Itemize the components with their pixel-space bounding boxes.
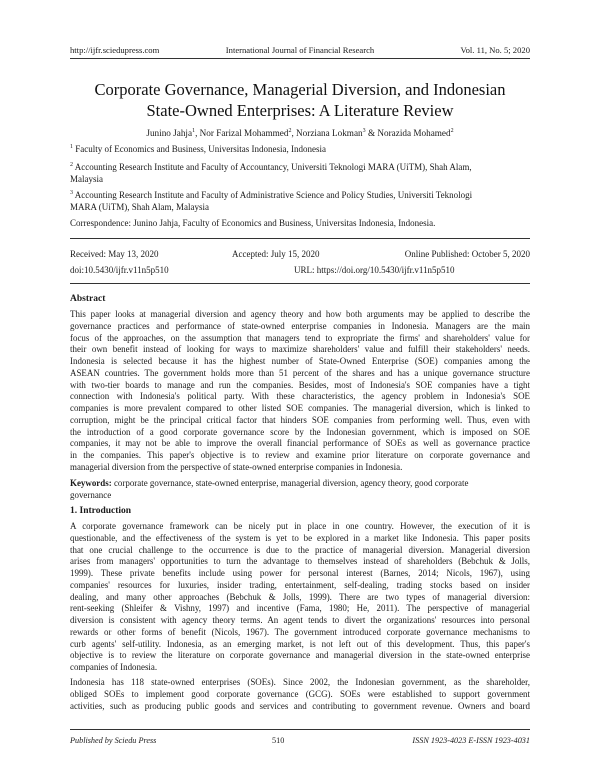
author-name: Norazida Mohamed bbox=[377, 128, 451, 138]
title-line: Corporate Governance, Managerial Diversion, and Indonesian bbox=[94, 80, 506, 99]
author-name: Norziana Lokman bbox=[296, 128, 363, 138]
paragraph-line: questionable, and the effectiveness of the system is yet to be explored in a market like Indonesia. This paper posits bbox=[70, 532, 530, 543]
author-name: Junino Jahja bbox=[146, 128, 193, 138]
abstract-line: connection with Indonesia's political party. With these characteristics, the agency problem in Indonesia's SOE bbox=[70, 391, 530, 402]
published-date: Online Published: October 5, 2020 bbox=[404, 249, 530, 259]
affiliation bbox=[70, 189, 530, 213]
author-affiliation-mark: 1 bbox=[192, 127, 196, 134]
keywords-label: Keywords: bbox=[70, 478, 112, 488]
affiliation-text: Faculty of Economics and Business, Universitas Indonesia, Indonesia bbox=[75, 144, 326, 154]
paragraph-line: dealing, and many other approaches (Bebchuk & Jolls, 1999). There are two types of managerial diversion: bbox=[70, 591, 530, 602]
author-affiliation-mark: 3 bbox=[362, 127, 366, 134]
abstract-line: focus of the approaches, on the assumption that managers tend to expropriate the firms' and shareholders' value for bbox=[70, 332, 530, 343]
author-affiliation-mark: 2 bbox=[288, 127, 292, 134]
issn: ISSN 1923-4023 E-ISSN 1923-4031 bbox=[412, 736, 530, 745]
author-separator: , bbox=[291, 128, 297, 138]
affiliation-text: Malaysia bbox=[70, 174, 103, 184]
paragraph-line: curb agents' self-utility. Indonesia, as an emerging market, is not left out of this development. Thus, this paper's bbox=[70, 638, 530, 649]
author-separator: , bbox=[195, 128, 200, 138]
paragraph-line: Indonesia has 118 state-owned enterprises (SOEs). Since 2002, the Indonesian government, as the shareholder, bbox=[70, 677, 530, 687]
received-date: Received: May 13, 2020 bbox=[70, 249, 159, 259]
paragraph-line: rent-seeking (Shleifer & Vishny, 1997) and incentive (Fama, 1980; He, 2011). The perspective of managerial bbox=[70, 603, 530, 614]
accepted-date: Accepted: July 15, 2020 bbox=[232, 249, 320, 259]
paragraph-line: arises from managers' opportunities to turn the advantage to themselves instead of shareholders (Bebchuk & Jolls, bbox=[70, 556, 530, 567]
author-list bbox=[70, 127, 530, 139]
article-identifiers bbox=[70, 264, 530, 276]
abstract-line: with two-tier boards to manage and run the companies. Besides, most of Indonesia's SOE companies have a tight bbox=[70, 379, 530, 390]
publisher: Published by Sciedu Press bbox=[70, 736, 157, 745]
affiliation-text: Accounting Research Institute and Faculty of Accountancy, Universiti Teknologi MARA (UiTM), Shah Alam, bbox=[74, 162, 472, 172]
abstract-heading: Abstract bbox=[70, 294, 106, 304]
intro-paragraph bbox=[70, 521, 530, 674]
footer-rule bbox=[70, 729, 530, 730]
page-number: 510 bbox=[272, 736, 285, 745]
volume-info: Vol. 11, No. 5; 2020 bbox=[460, 45, 530, 55]
article-dates bbox=[70, 248, 530, 260]
paper-title bbox=[70, 79, 530, 121]
abstract-line: companies is more prevalent compared to other listed SOE companies. The managerial diversion, which is linked to bbox=[70, 403, 530, 413]
paragraph-line: objective is to review the literature on corporate governance and managerial diversion in the state-owned enterprise bbox=[70, 650, 530, 661]
abstract-line: managerial diversion from the perspective of state-owned enterprise companies in Indonesia. bbox=[70, 461, 403, 472]
abstract-line: in the companies. This paper's objective is to review and examine prior literature on corporate governance and bbox=[70, 450, 530, 460]
running-footer bbox=[70, 735, 530, 747]
paragraph-line: diversion is consistent with agency theory terms. An agent tends to divert the organizations' resources into personal bbox=[70, 615, 530, 625]
paragraph-line: rewards or other forms of benefit (Nicols, 1967). The government introduced corporate governance mechanisms to bbox=[70, 626, 530, 637]
journal-url[interactable]: http://ijfr.sciedupress.com bbox=[70, 45, 160, 55]
header-rule bbox=[70, 58, 530, 59]
author-separator: & bbox=[365, 128, 378, 138]
journal-name: International Journal of Financial Research bbox=[225, 45, 375, 55]
abstract-line: their own benefit instead of looking for ways to maximize shareholders' value and fulfill their stakeholders' needs. bbox=[70, 344, 530, 355]
divider bbox=[70, 238, 530, 239]
abstract-line: the introduction of a good corporate governance score by the Indonesian government, which is imposed on SOE bbox=[70, 426, 530, 437]
abstract-line: Indonesia is selected because it has the highest number of State-Owned Enterprise (SOE) companies among the bbox=[70, 356, 530, 366]
paragraph-line: companies of Indonesia. bbox=[70, 662, 158, 672]
paragraph-line: obliged SOEs to implement good corporate governance (GCG). SOEs were established to support government bbox=[70, 688, 530, 699]
paragraph-line: 1999). These private benefits include using power for personal interest (Barnes, 2014; Nicols, 1967), using bbox=[70, 568, 530, 578]
paragraph-line: that one crucial challenge to the occurrence is due to the practice of managerial diversion. Managerial diversion bbox=[70, 544, 530, 555]
keywords bbox=[70, 478, 530, 502]
affiliation-mark: 1 bbox=[70, 144, 73, 150]
affiliation-mark: 2 bbox=[70, 162, 73, 168]
correspondence: Correspondence: Junino Jahja, Faculty of Economics and Business, Universitas Indonesia, Indonesia. bbox=[70, 218, 436, 228]
title-line: State-Owned Enterprises: A Literature Review bbox=[146, 101, 454, 120]
abstract-line: This paper looks at managerial diversion and agency theory and how both arguments may be applied to describe the bbox=[70, 309, 530, 319]
paragraph-line: activities, such as producing public goods and services and contributing to government revenue. Owners and board bbox=[70, 700, 530, 711]
divider bbox=[70, 283, 530, 284]
running-header bbox=[70, 44, 530, 56]
affiliation-text: Accounting Research Institute and Faculty of Administrative Science and Policy Studies, Universiti Teknologi bbox=[74, 190, 473, 200]
affiliation-mark: 3 bbox=[70, 190, 73, 196]
affiliation bbox=[70, 143, 530, 155]
affiliation-text: MARA (UiTM), Shah Alam, Malaysia bbox=[70, 202, 209, 212]
paragraph-line: companies' resources for luxuries, insider trading, entertainment, self-dealing, trading stocks based on insider bbox=[70, 579, 530, 590]
author-affiliation-mark: 2 bbox=[450, 127, 454, 134]
doi-url[interactable]: URL: https://doi.org/10.5430/ijfr.v11n5p510 bbox=[294, 265, 455, 275]
doi-text: doi:10.5430/ijfr.v11n5p510 bbox=[70, 265, 169, 275]
abstract-body bbox=[70, 309, 530, 474]
abstract-line: governance practices and performance of state-owned enterprise companies in Indonesia. Managers are the main bbox=[70, 320, 530, 331]
keywords-text: governance bbox=[70, 489, 112, 500]
author-name: Nor Farizal Mohammed bbox=[199, 128, 289, 138]
abstract-line: companies, it may not be able to improve the overall financial performance of SOEs as well as governance practice bbox=[70, 438, 530, 449]
abstract-line: corruption, might be the principal critical factor that hinders SOE companies from performing well. Thus, even with bbox=[70, 414, 530, 425]
affiliation bbox=[70, 161, 530, 185]
abstract-line: ASEAN countries. The government holds more than 51 percent of the shares and has a unique governance structure bbox=[70, 367, 530, 378]
paragraph-line: A corporate governance framework can be nicely put in place in one country. However, the execution of it is bbox=[70, 521, 530, 531]
section-heading: 1. Introduction bbox=[70, 506, 132, 516]
intro-paragraph bbox=[70, 677, 530, 712]
keywords-text: corporate governance, state-owned enterprise, managerial diversion, agency theory, good corporate bbox=[111, 478, 469, 488]
